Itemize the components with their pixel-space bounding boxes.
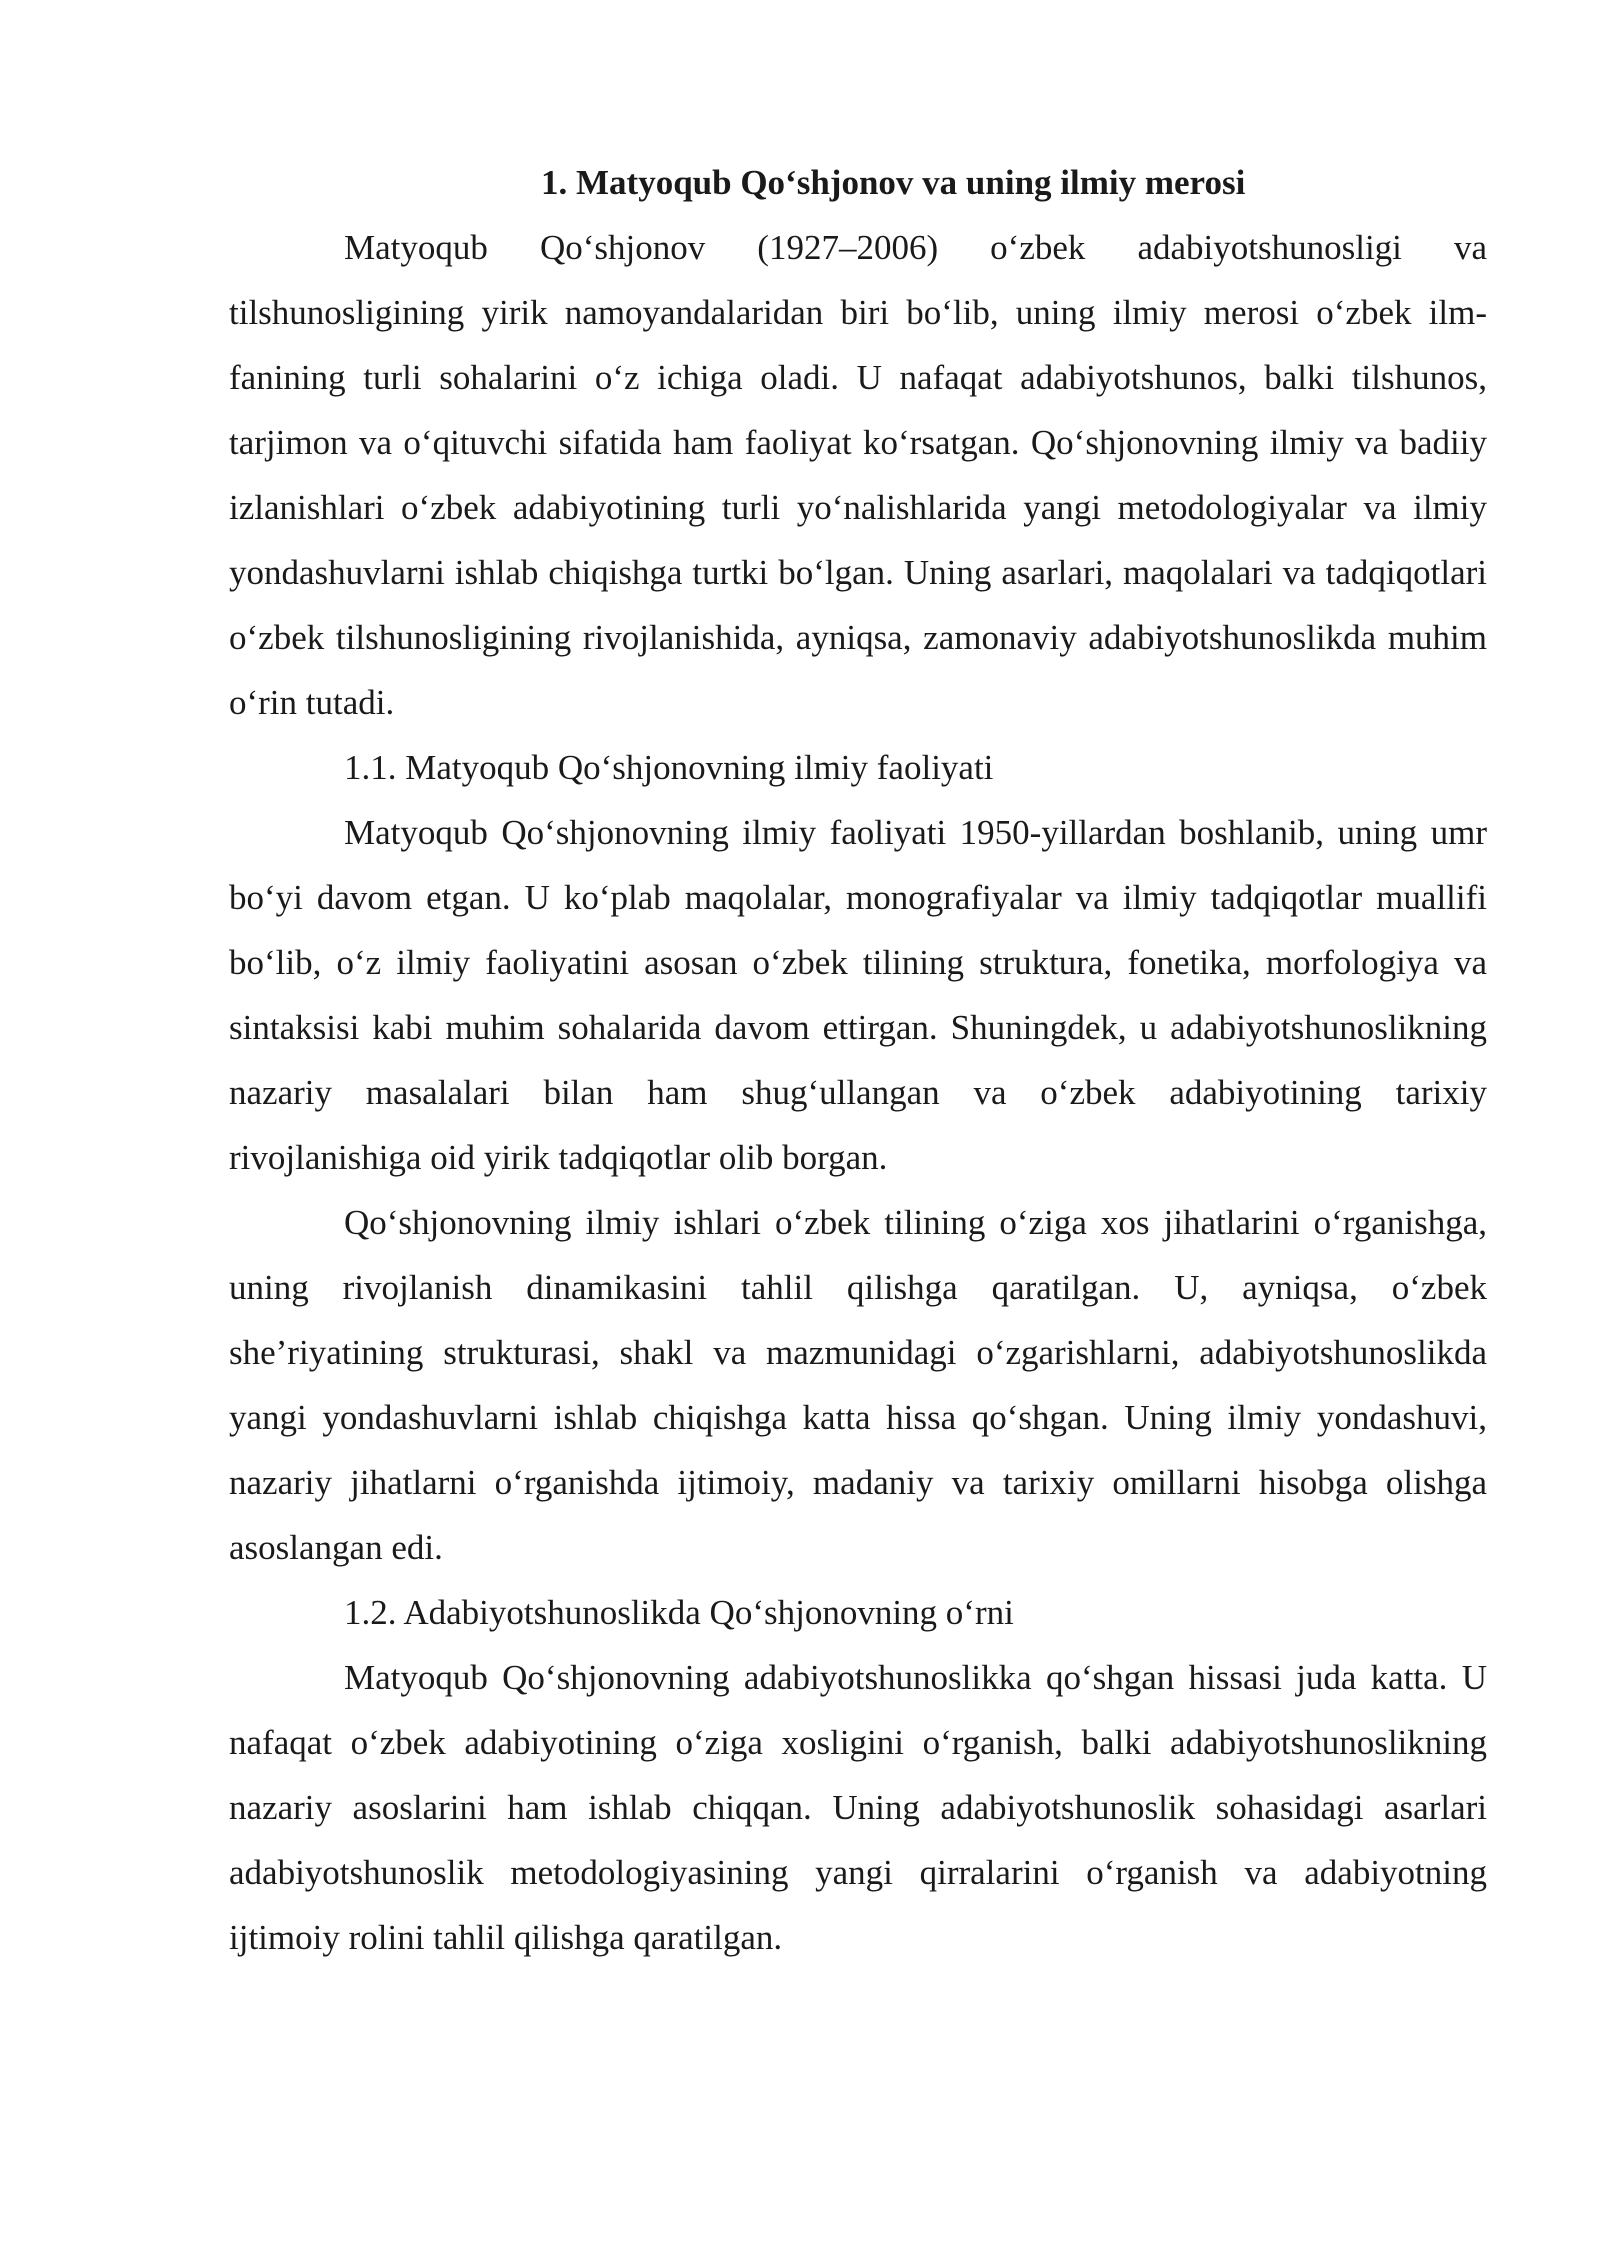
paragraph-activity: Matyoqub Qo‘shjonovning ilmiy faoliyati 1950-yillardan boshlanib, uning umr bo‘yi davom etgan. U ko‘plab maqolalar, monografiyalar va ilmiy tadqiqotlar muallifi bo‘lib, o‘z ilmiy faoliyatini asosan o‘zbek tilining struktura, fonetika, morfologiya va sintaksisi kabi muhim sohalarida davom ettirgan. Shuningdek, u adabiyotshunoslikning nazariy masalalari bilan ham shug‘ullangan va o‘zbek adabiyotining tarixiy rivojlanishiga oid yirik tadqiqotlar olib borgan. [229,813,1487,1177]
paragraph-intro: Matyoqub Qo‘shjonov (1927–2006) o‘zbek adabiyotshunosligi va tilshunosligining yirik namoyandalaridan biri bo‘lib, uning ilmiy merosi o‘zbek ilm-fanining turli sohalarini o‘z ichiga oladi. U nafaqat adabiyotshunos, balki tilshunos, tarjimon va o‘qituvchi sifatida ham faoliyat ko‘rsatgan. Qo‘shjonovning ilmiy va badiiy izlanishlari o‘zbek adabiyotining turli yo‘nalishlarida yangi metodologiyalar va ilmiy yondashuvlarni ishlab chiqishga turtki bo‘lgan. Uning asarlari, maqolalari va tadqiqotlari o‘zbek tilshunosligining rivojlanishida, ayniqsa, zamonaviy adabiyotshunoslikda muhim o‘rin tutadi. [229,228,1487,722]
paragraph-works: Qo‘shjonovning ilmiy ishlari o‘zbek tilining o‘ziga xos jihatlarini o‘rganishga, uning rivojlanish dinamikasini tahlil qilishga qaratilgan. U, ayniqsa, o‘zbek she’riyatining strukturasi, shakl va mazmunidagi o‘zgarishlarni, adabiyotshunoslikda yangi yondashuvlarni ishlab chiqishga katta hissa qo‘shgan. Uning ilmiy yondashuvi, nazariy jihatlarni o‘rganishda ijtimoiy, madaniy va tarixiy omillarni hisobga olishga asoslangan edi. [229,1203,1487,1567]
paragraph-contribution: Matyoqub Qo‘shjonovning adabiyotshunoslikka qo‘shgan hissasi juda katta. U nafaqat o‘zbek adabiyotining o‘ziga xosligini o‘rganish, balki adabiyotshunoslikning nazariy asoslarini ham ishlab chiqqan. Uning adabiyotshunoslik sohasidagi asarlari adabiyotshunoslik metodologiyasining yangi qirralarini o‘rganish va adabiyotning ijtimoiy rolini tahlil qilishga qaratilgan. [229,1658,1487,1957]
document-body [229,150,1487,1970]
subsection-heading-1-2: 1.2. Adabiyotshunoslikda Qo‘shjonovning o‘rni [344,1593,1014,1632]
section-title: 1. Matyoqub Qo‘shjonov va uning ilmiy merosi [541,163,1246,202]
subsection-heading-1-1: 1.1. Matyoqub Qo‘shjonovning ilmiy faoliyati [344,748,994,787]
